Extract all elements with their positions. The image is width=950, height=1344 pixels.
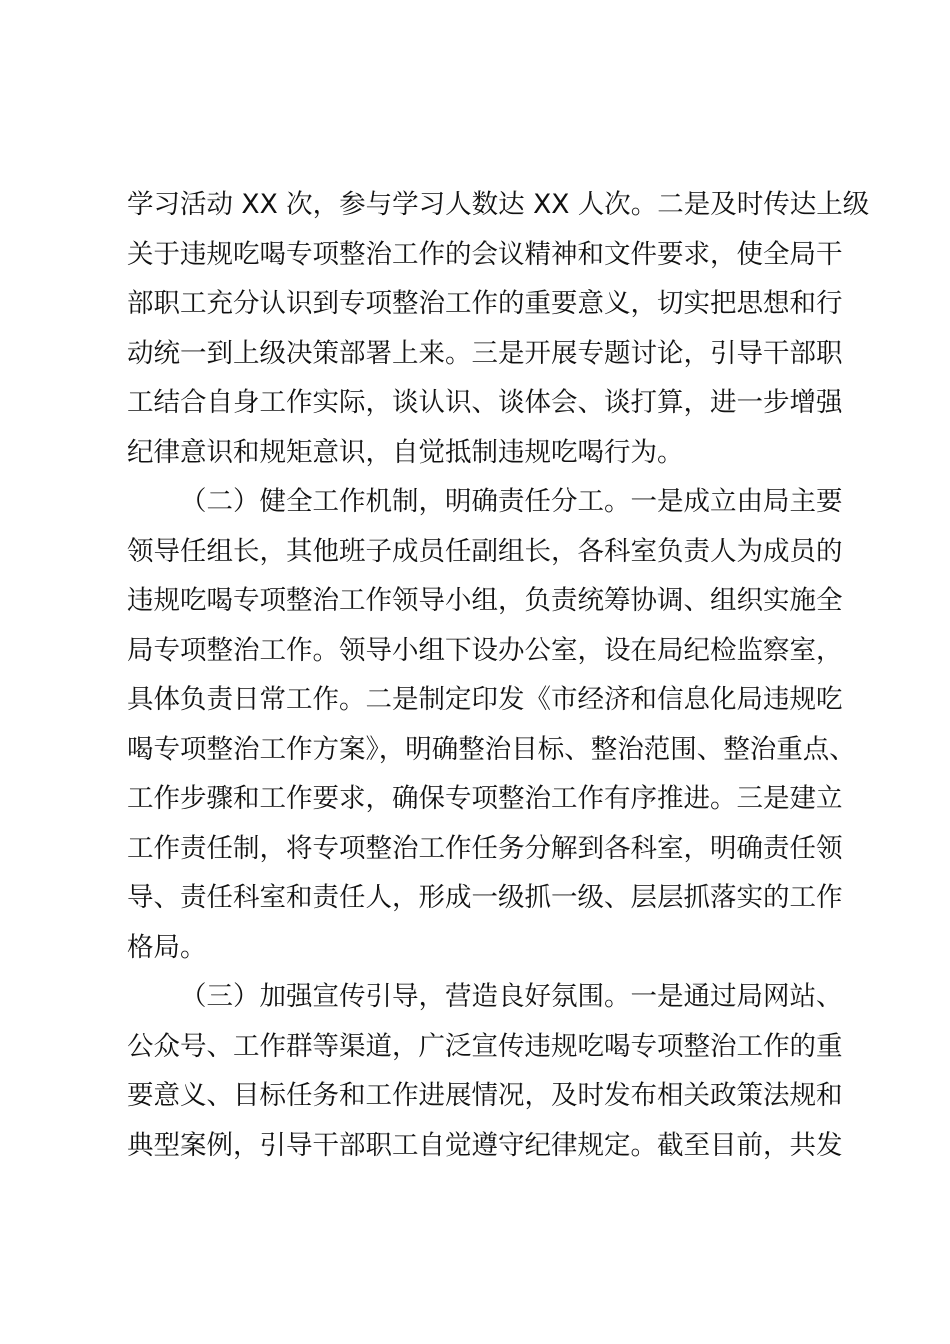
text-line: 违规吃喝专项整治工作领导小组，负责统筹协调、组织实施全 (127, 585, 843, 616)
text-line: 学习活动 XX 次，参与学习人数达 XX 人次。二是及时传达上级 (127, 189, 870, 220)
text-line: 典型案例，引导干部职工自觉遵守纪律规定。截至目前，共发 (127, 1129, 843, 1161)
text-line: 具体负责日常工作。二是制定印发《市经济和信息化局违规吃 (127, 684, 843, 715)
text-line: 公众号、工作群等渠道，广泛宣传违规吃喝专项整治工作的重 (127, 1030, 843, 1062)
section-heading-line: （二）健全工作机制，明确责任分工。一是成立由局主要 (180, 486, 843, 517)
text-line: 领导任组长，其他班子成员任副组长，各科室负责人为成员的 (127, 535, 843, 567)
text-line: 局专项整治工作。领导小组下设办公室，设在局纪检监察室， (127, 634, 843, 666)
text-line: 要意义、目标任务和工作进展情况，及时发布相关政策法规和 (127, 1080, 843, 1111)
text-line: 喝专项整治工作方案》，明确整治目标、整治范围、整治重点、 (127, 733, 856, 765)
text-line: 工作步骤和工作要求，确保专项整治工作有序推进。三是建立 (127, 783, 843, 814)
text-line: 动统一到上级决策部署上来。三是开展专题讨论，引导干部职 (127, 337, 843, 369)
text-line: 部职工充分认识到专项整治工作的重要意义，切实把思想和行 (127, 288, 843, 319)
text-line: 格局。 (127, 931, 207, 963)
section-heading-line: （三）加强宣传引导，营造良好氛围。一是通过局网站、 (180, 981, 843, 1012)
text-line: 关于违规吃喝专项整治工作的会议精神和文件要求，使全局干 (127, 238, 843, 270)
text-line: 工作责任制，将专项整治工作任务分解到各科室，明确责任领 (127, 832, 843, 864)
document-body (127, 180, 870, 1170)
text-line: 纪律意识和规矩意识，自觉抵制违规吃喝行为。 (127, 436, 684, 468)
text-line: 工结合自身工作实际，谈认识、谈体会、谈打算，进一步增强 (127, 387, 843, 418)
text-line: 导、责任科室和责任人，形成一级抓一级、层层抓落实的工作 (127, 882, 843, 913)
